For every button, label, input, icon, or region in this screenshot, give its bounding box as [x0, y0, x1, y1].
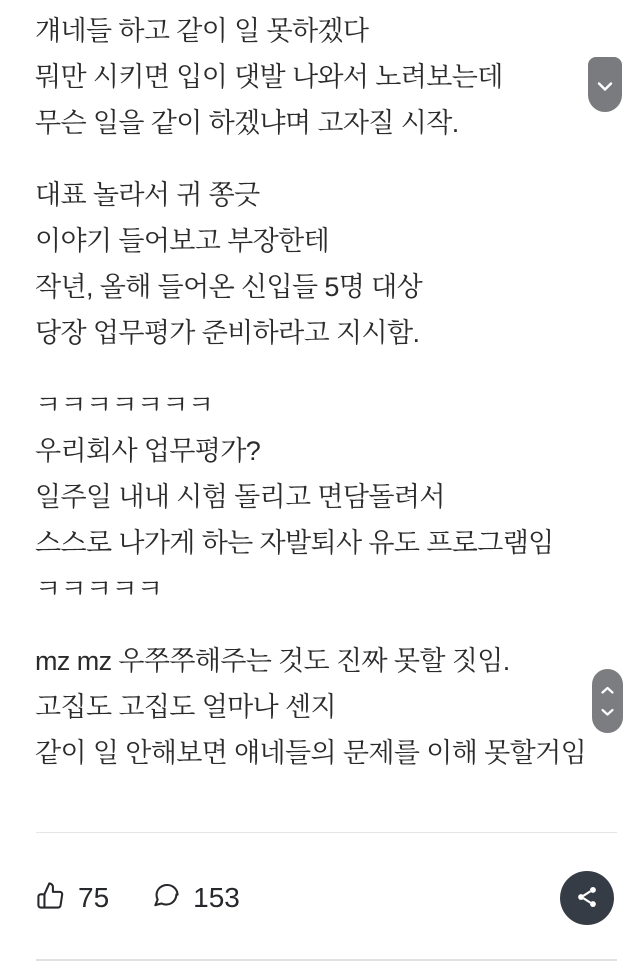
post-line: 뭐만 시키면 입이 댓발 나와서 노려보는데	[35, 62, 503, 92]
post-line: 작년, 올해 들어온 신입들 5명 대상	[35, 272, 423, 302]
post-line: 걔네들 하고 같이 일 못하겠다	[35, 16, 369, 46]
share-icon	[574, 884, 600, 913]
chevron-up-icon[interactable]	[600, 683, 615, 698]
post-line: 무슨 일을 같이 하겠냐며 고자질 시작.	[35, 108, 459, 138]
divider	[36, 959, 617, 961]
thumbs-up-icon	[36, 881, 65, 915]
post-body-text	[35, 0, 612, 776]
post-paragraph	[35, 0, 612, 146]
post-line: 스스로 나가게 하는 자발퇴사 유도 프로그램임	[35, 528, 554, 558]
engagement-bar	[36, 882, 240, 914]
post-paragraph	[35, 638, 612, 776]
post-line: mz mz 우쭈쭈해주는 것도 진짜 못할 짓임.	[35, 646, 510, 676]
chevron-down-icon	[596, 80, 614, 95]
post-line: ㅋㅋㅋㅋㅋ	[35, 574, 163, 604]
post-paragraph	[35, 382, 612, 612]
share-button[interactable]	[560, 871, 614, 925]
comment-bubble-icon	[151, 881, 180, 915]
scroll-up-down-pill[interactable]	[592, 669, 623, 733]
comment-button[interactable]	[151, 881, 240, 915]
comment-count: 153	[193, 882, 240, 913]
post-line: 대표 놀라서 귀 쫑긋	[35, 180, 260, 210]
post-line: 당장 업무평가 준비하라고 지시함.	[35, 318, 420, 348]
post-line: ㅋㅋㅋㅋㅋㅋㅋ	[35, 390, 214, 420]
post-line: 고집도 고집도 얼마나 센지	[35, 692, 337, 722]
post-line: 이야기 들어보고 부장한테	[35, 226, 330, 256]
like-count: 75	[78, 882, 110, 913]
post-paragraph	[35, 172, 612, 356]
post-line: 우리회사 업무평가?	[35, 436, 261, 466]
post-line: 같이 일 안해보면 얘네들의 문제를 이해 못할거임	[35, 738, 587, 768]
chevron-down-icon[interactable]	[600, 705, 615, 720]
scroll-down-button[interactable]	[588, 57, 622, 112]
divider	[36, 832, 617, 833]
like-button[interactable]	[36, 881, 109, 915]
post-line-clipped	[35, 0, 612, 8]
post-line: 일주일 내내 시험 돌리고 면담돌려서	[35, 482, 445, 512]
